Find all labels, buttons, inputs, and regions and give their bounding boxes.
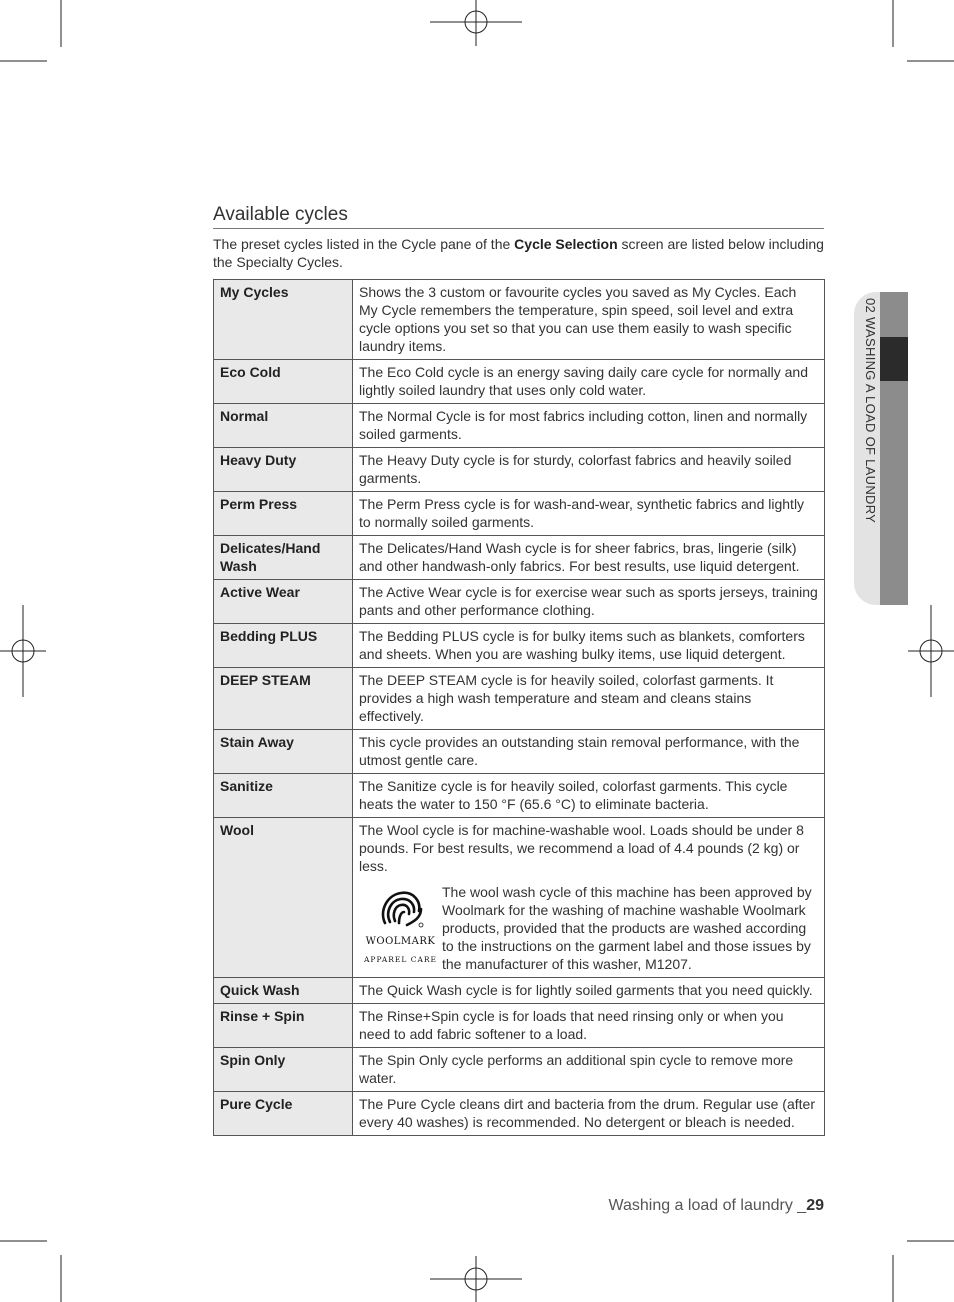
table-row (214, 280, 825, 360)
cycle-name: Spin Only (214, 1048, 353, 1092)
table-row (214, 492, 825, 536)
cycle-description: The Active Wear cycle is for exercise wear such as sports jerseys, training pants and other performance clothing. (353, 580, 825, 624)
table-row-wool (214, 818, 825, 978)
cycle-name: Delicates/Hand Wash (214, 536, 353, 580)
cycle-description: The DEEP STEAM cycle is for heavily soiled, colorfast garments. It provides a high wash temperature and steam and cleans stains effectively. (353, 668, 825, 730)
cycle-name: DEEP STEAM (214, 668, 353, 730)
cycle-description: The Eco Cold cycle is an energy saving daily care cycle for normally and lightly soiled laundry that uses only cold water. (353, 360, 825, 404)
cycle-name: Wool (214, 818, 353, 978)
table-row (214, 404, 825, 448)
table-row (214, 580, 825, 624)
cycle-description: The Delicates/Hand Wash cycle is for sheer fabrics, bras, lingerie (silk) and other handwash-only fabrics. For best results, use liquid detergent. (353, 536, 825, 580)
cycle-name: Quick Wash (214, 978, 353, 1004)
table-row (214, 1048, 825, 1092)
intro-bold-term: Cycle Selection (514, 236, 618, 252)
table-row (214, 536, 825, 580)
chapter-label: 02 WASHING A LOAD OF LAUNDRY (863, 298, 878, 524)
intro-text-after: screen are listed below including the Specialty Cycles. (213, 236, 824, 270)
page-number: 29 (806, 1197, 824, 1214)
cycle-description: The Bedding PLUS cycle is for bulky items such as blankets, comforters and sheets. When you are washing bulky items, use liquid detergent. (353, 624, 825, 668)
table-row (214, 730, 825, 774)
cycle-name: Perm Press (214, 492, 353, 536)
cycle-description: The Rinse+Spin cycle is for loads that need rinsing only or when you need to add fabric softener to a load. (353, 1004, 825, 1048)
cycle-name: Active Wear (214, 580, 353, 624)
table-row (214, 1004, 825, 1048)
cycles-table (213, 279, 825, 1136)
cycle-name: Heavy Duty (214, 448, 353, 492)
cycle-name: Eco Cold (214, 360, 353, 404)
cycle-description: The Normal Cycle is for most fabrics including cotton, linen and normally soiled garments. (353, 404, 825, 448)
table-row (214, 448, 825, 492)
table-row (214, 360, 825, 404)
woolmark-note (359, 883, 818, 973)
woolmark-logo (359, 883, 442, 973)
cycle-description (353, 818, 825, 978)
woolmark-icon (377, 887, 425, 931)
cycle-description: The Quick Wash cycle is for lightly soiled garments that you need quickly. (353, 978, 825, 1004)
woolmark-brand-text: WOOLMARK (365, 936, 436, 947)
cycle-name: Stain Away (214, 730, 353, 774)
cycle-description: This cycle provides an outstanding stain removal performance, with the utmost gentle care. (353, 730, 825, 774)
cycle-description: The Pure Cycle cleans dirt and bacteria from the drum. Regular use (after every 40 washes) is recommended. No detergent or bleach is needed. (353, 1092, 825, 1136)
cycle-name: Pure Cycle (214, 1092, 353, 1136)
woolmark-sub-text: APPAREL CARE (364, 955, 437, 964)
chapter-marker (880, 337, 908, 381)
cycle-name: My Cycles (214, 280, 353, 360)
table-row (214, 624, 825, 668)
woolmark-approval-text: The wool wash cycle of this machine has been approved by Woolmark for the washing of machine washable Woolmark products, provided that the products are washed according to the instructions on the garment label and those issues by the manufacturer of this washer, M1207. (442, 884, 812, 972)
section-title: Available cycles (213, 204, 824, 229)
table-row (214, 978, 825, 1004)
table-row (214, 668, 825, 730)
cycle-description: The Spin Only cycle performs an additional spin cycle to remove more water. (353, 1048, 825, 1092)
cycle-name: Rinse + Spin (214, 1004, 353, 1048)
page-footer (560, 1197, 824, 1215)
intro-text-before: The preset cycles listed in the Cycle pane of the (213, 236, 515, 252)
wool-description: The Wool cycle is for machine-washable wool. Loads should be under 8 pounds. For best results, we recommend a load of 4.4 pounds (2 kg) or less. (359, 822, 804, 874)
cycle-description: The Sanitize cycle is for heavily soiled, colorfast garments. This cycle heats the water to 150 °F (65.6 °C) to eliminate bacteria. (353, 774, 825, 818)
footer-text: Washing a load of laundry _ (608, 1197, 807, 1214)
table-row (214, 1092, 825, 1136)
cycle-description: The Heavy Duty cycle is for sturdy, colorfast fabrics and heavily soiled garments. (353, 448, 825, 492)
table-row (214, 774, 825, 818)
cycle-description: Shows the 3 custom or favourite cycles you saved as My Cycles. Each My Cycle remembers the temperature, spin speed, soil level and extra cycle options you set so that you can use them easily to wash specific laundry items. (353, 280, 825, 360)
cycle-name: Normal (214, 404, 353, 448)
cycle-name: Bedding PLUS (214, 624, 353, 668)
cycle-description: The Perm Press cycle is for wash-and-wear, synthetic fabrics and lightly to normally soiled garments. (353, 492, 825, 536)
intro-paragraph (213, 236, 824, 271)
cycle-name: Sanitize (214, 774, 353, 818)
